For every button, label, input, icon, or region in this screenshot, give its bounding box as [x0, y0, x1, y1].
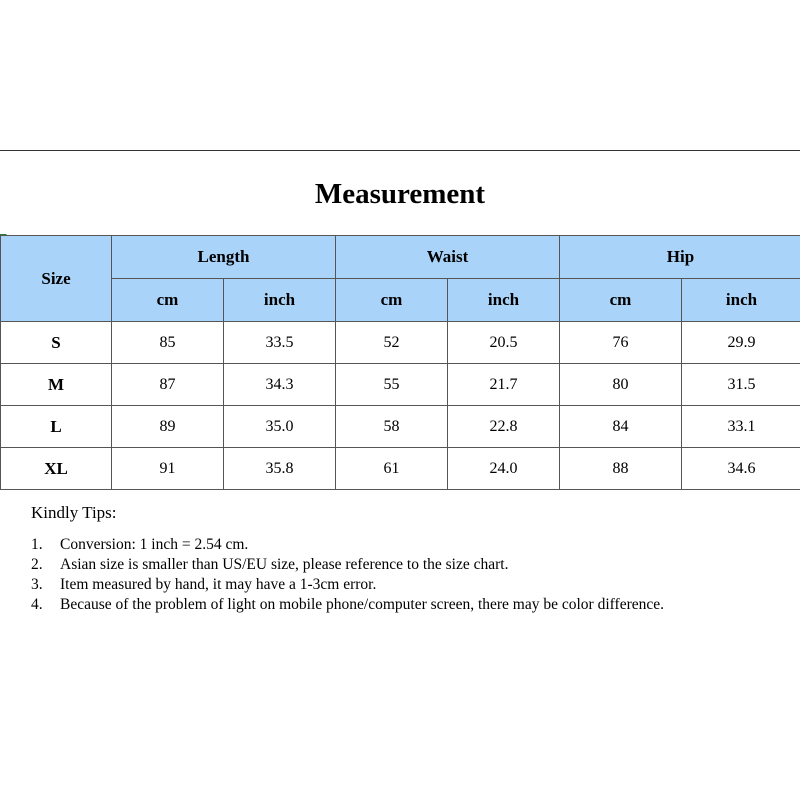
tip-number: 4.: [31, 596, 43, 613]
table-cell: 34.3: [224, 364, 336, 406]
tip-number: 2.: [31, 556, 43, 573]
table-cell: 20.5: [448, 322, 560, 364]
table-header-row-groups: [1, 236, 800, 279]
top-divider: [0, 150, 800, 151]
tip-item: [31, 575, 771, 595]
table-header-row-units: [1, 279, 800, 322]
table-cell: 84: [560, 406, 682, 448]
table-cell: 58: [336, 406, 448, 448]
table-cell: 91: [112, 448, 224, 490]
unit-header-hip-cm: cm: [560, 279, 682, 322]
table-cell: 21.7: [448, 364, 560, 406]
table-cell: 55: [336, 364, 448, 406]
tip-text: Item measured by hand, it may have a 1-3cm error.: [60, 576, 377, 593]
table-cell: 35.0: [224, 406, 336, 448]
waist-group-header: Waist: [336, 236, 560, 279]
tip-text: Because of the problem of light on mobile phone/computer screen, there may be color difference.: [60, 596, 664, 613]
unit-header-length-inch: inch: [224, 279, 336, 322]
table-cell: 88: [560, 448, 682, 490]
table-cell: 33.1: [682, 406, 800, 448]
table-cell: 31.5: [682, 364, 800, 406]
table-cell: 85: [112, 322, 224, 364]
hip-group-header: Hip: [560, 236, 800, 279]
table-cell: 80: [560, 364, 682, 406]
tip-item: [31, 595, 771, 615]
size-column-header: Size: [1, 236, 112, 322]
tips-section: [31, 503, 771, 615]
size-label: M: [1, 364, 112, 406]
table-cell: 34.6: [682, 448, 800, 490]
unit-header-length-cm: cm: [112, 279, 224, 322]
length-group-header: Length: [112, 236, 336, 279]
table-row: [1, 448, 800, 490]
table-cell: 22.8: [448, 406, 560, 448]
table-cell: 33.5: [224, 322, 336, 364]
size-chart-table: [0, 235, 800, 490]
tip-item: [31, 535, 771, 555]
tip-text: Asian size is smaller than US/EU size, please reference to the size chart.: [60, 556, 509, 573]
size-label: L: [1, 406, 112, 448]
unit-header-waist-cm: cm: [336, 279, 448, 322]
table-cell: 35.8: [224, 448, 336, 490]
size-label: XL: [1, 448, 112, 490]
page-title: Measurement: [314, 178, 486, 210]
tip-item: [31, 555, 771, 575]
size-label: S: [1, 322, 112, 364]
unit-header-hip-inch: inch: [682, 279, 800, 322]
table-cell: 89: [112, 406, 224, 448]
table-cell: 24.0: [448, 448, 560, 490]
unit-header-waist-inch: inch: [448, 279, 560, 322]
table-row: [1, 364, 800, 406]
tip-number: 3.: [31, 576, 43, 593]
tip-number: 1.: [31, 536, 43, 553]
table-cell: 87: [112, 364, 224, 406]
tips-title: Kindly Tips:: [31, 503, 117, 522]
table-cell: 61: [336, 448, 448, 490]
table-row: [1, 406, 800, 448]
table-row: [1, 322, 800, 364]
table-cell: 52: [336, 322, 448, 364]
table-cell: 29.9: [682, 322, 800, 364]
tip-text: Conversion: 1 inch = 2.54 cm.: [60, 536, 249, 553]
table-cell: 76: [560, 322, 682, 364]
